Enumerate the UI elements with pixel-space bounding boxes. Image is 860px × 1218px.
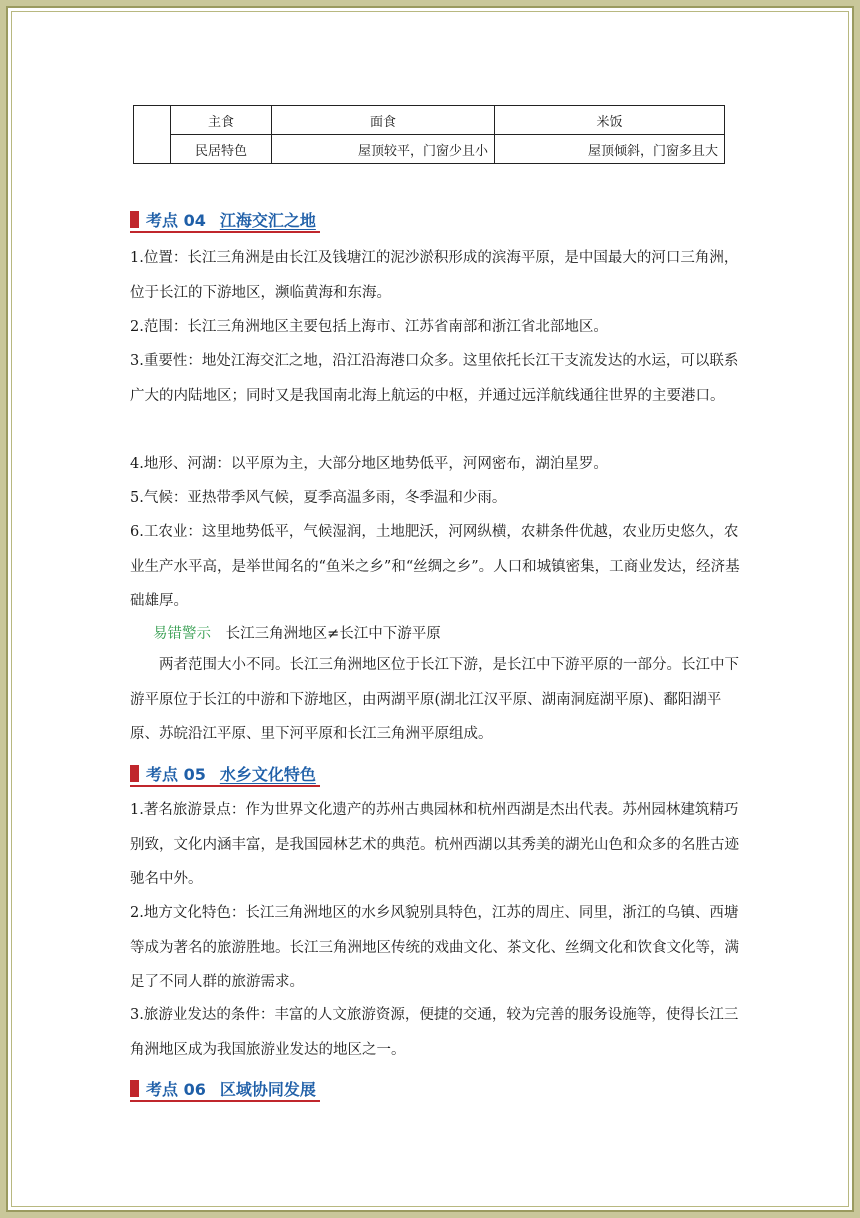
heading-marker xyxy=(130,1080,139,1097)
warning-label: 易错警示 xyxy=(153,626,211,642)
table-cell-label: 主食 xyxy=(171,106,272,135)
paragraph-industry: 6.工农业：这里地势低平，气候湿润，土地肥沃，河网纵横，农耕条件优越，农业历史悠久，农业生产水平高，是举世闻名的“鱼米之乡”和“丝绸之乡”。人口和城镇密集，工商业发达，经济基础雄厚。 xyxy=(130,524,740,609)
table-cell-label: 民居特色 xyxy=(171,135,272,164)
heading-title: 区域协同发展 xyxy=(219,1079,316,1099)
paragraph-culture: 2.地方文化特色：长江三角洲地区的水乡风貌别具特色，江苏的周庄、同里，浙江的乌镇、西塘等成为著名的旅游胜地。长江三角洲地区传统的戏曲文化、茶文化、丝绸文化和饮食文化等，满足了不同人群的旅游需求。 xyxy=(130,905,739,990)
comparison-table xyxy=(133,105,725,164)
heading-title: 江海交汇之地 xyxy=(219,210,316,230)
table-cell-north: 屋顶较平，门窗少且小 xyxy=(272,135,495,164)
section-heading-05 xyxy=(130,761,320,787)
paragraph-attractions: 1.著名旅游景点：作为世界文化遗产的苏州古典园林和杭州西湖是杰出代表。苏州园林建筑精巧别致，文化内涵丰富，是我国园林艺术的典范。杭州西湖以其秀美的湖光山色和众多的名胜古迹驰名中外。 xyxy=(130,802,739,887)
heading-number: 考点 06 xyxy=(146,1079,206,1099)
table-cell-south: 米饭 xyxy=(495,106,725,135)
warning-callout xyxy=(153,617,441,652)
table-cell-north: 面食 xyxy=(272,106,495,135)
heading-number: 考点 05 xyxy=(146,764,206,784)
table-cell-blank xyxy=(134,106,171,164)
section-heading-04 xyxy=(130,207,320,233)
paragraph-scope: 2.范围：长江三角洲地区主要包括上海市、江苏省南部和浙江省北部地区。 xyxy=(130,319,608,335)
heading-title: 水乡文化特色 xyxy=(219,764,316,784)
table-row xyxy=(134,106,725,135)
section-heading-06 xyxy=(130,1076,320,1102)
warning-title: 长江三角洲地区≠长江中下游平原 xyxy=(225,626,441,642)
paragraph-importance: 3.重要性：地处江海交汇之地，沿江沿海港口众多。这里依托长江干支流发达的水运，可以联系广大的内陆地区；同时又是我国南北海上航运的中枢，并通过远洋航线通往世界的主要港口。 xyxy=(130,353,739,404)
table-cell-south: 屋顶倾斜，门窗多且大 xyxy=(495,135,725,164)
paragraph-terrain: 4.地形、河湖：以平原为主，大部分地区地势低平，河网密布，湖泊星罗。 xyxy=(130,456,608,472)
paragraph-tourism: 3.旅游业发达的条件：丰富的人文旅游资源，便捷的交通，较为完善的服务设施等，使得长江三角洲地区成为我国旅游业发达的地区之一。 xyxy=(130,1007,739,1058)
heading-marker xyxy=(130,211,139,228)
heading-number: 考点 04 xyxy=(146,210,206,230)
table-row xyxy=(134,135,725,164)
heading-marker xyxy=(130,765,139,782)
paragraph-location: 1.位置：长江三角洲是由长江及钱塘江的泥沙淤积形成的滨海平原，是中国最大的河口三角洲，位于长江的下游地区，濒临黄海和东海。 xyxy=(130,250,739,301)
warning-body: 两者范围大小不同。长江三角洲地区位于长江下游，是长江中下游平原的一部分。长江中下游平原位于长江的中游和下游地区，由两湖平原(湖北江汉平原、湖南洞庭湖平原)、鄱阳湖平原、苏皖沿江平原、里下河平原和长江三角洲平原组成。 xyxy=(130,657,739,742)
paragraph-climate: 5.气候：亚热带季风气候，夏季高温多雨，冬季温和少雨。 xyxy=(130,490,507,506)
